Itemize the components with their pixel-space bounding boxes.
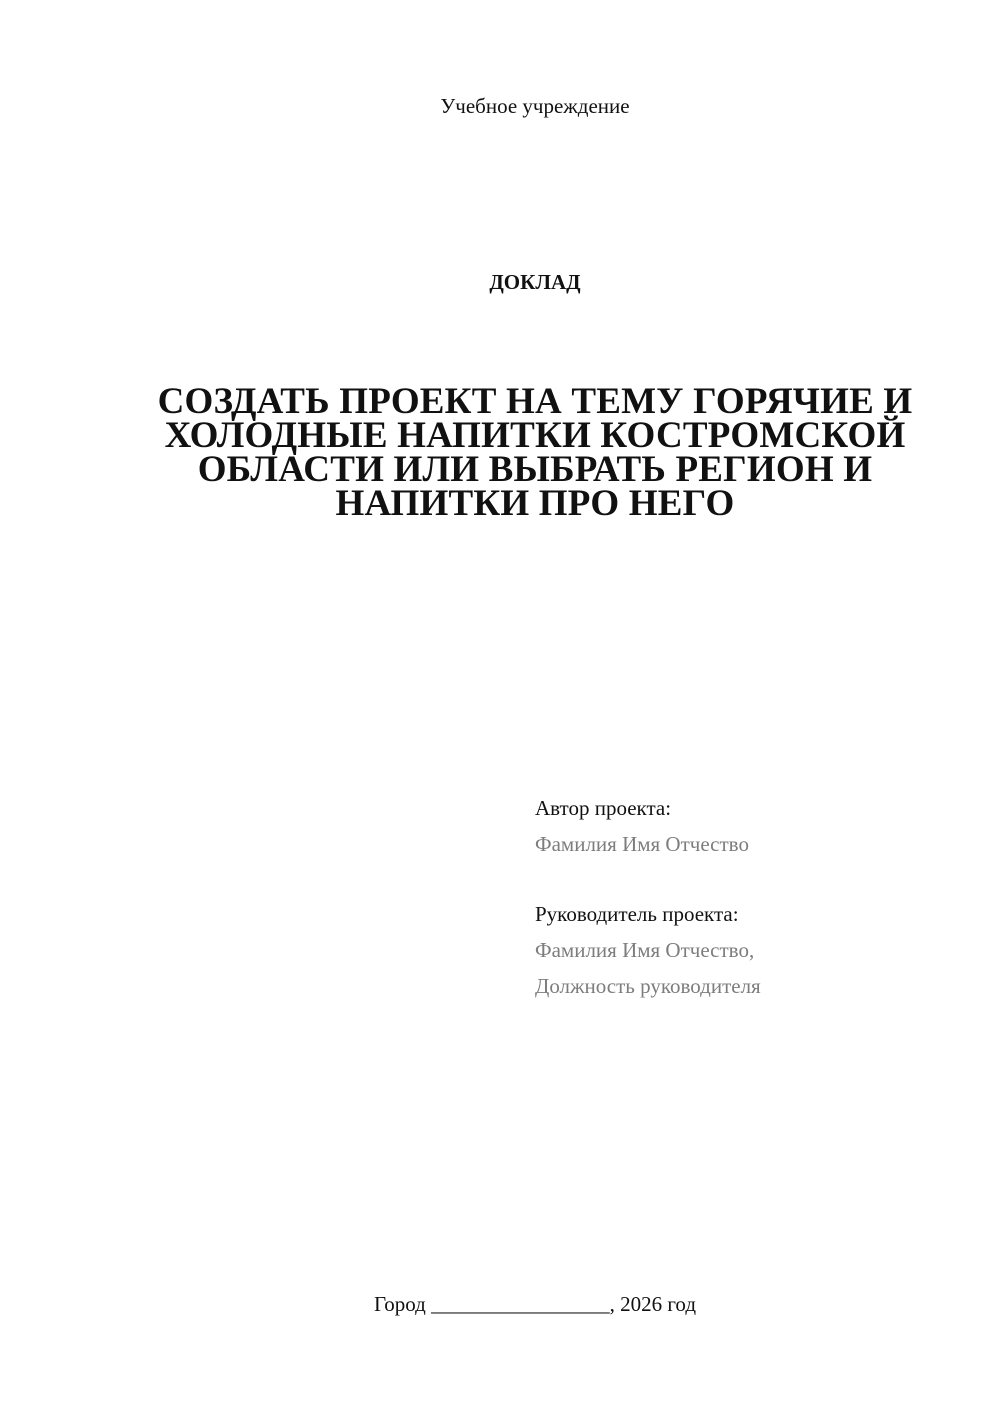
supervisor-position-placeholder: Должность руководителя <box>535 974 761 998</box>
authors-block <box>535 790 975 1004</box>
document-title: СОЗДАТЬ ПРОЕКТ НА ТЕМУ ГОРЯЧИЕ И ХОЛОДНЫЕ НАПИТКИ КОСТРОМСКОЙ ОБЛАСТИ ИЛИ ВЫБРАТЬ РЕГИОН И НАПИТКИ ПРО НЕГО <box>157 381 913 524</box>
supervisor-name-placeholder: Фамилия Имя Отчество, <box>535 938 755 962</box>
author-label: Автор проекта: <box>535 796 672 820</box>
city-year-line: Город _________________, 2026 год <box>373 1292 697 1316</box>
institution-name: Учебное учреждение <box>440 94 630 118</box>
author-name-placeholder: Фамилия Имя Отчество <box>535 832 749 856</box>
authors-spacer <box>535 862 975 896</box>
supervisor-label: Руководитель проекта: <box>535 902 739 926</box>
document-type: ДОКЛАД <box>489 270 581 294</box>
